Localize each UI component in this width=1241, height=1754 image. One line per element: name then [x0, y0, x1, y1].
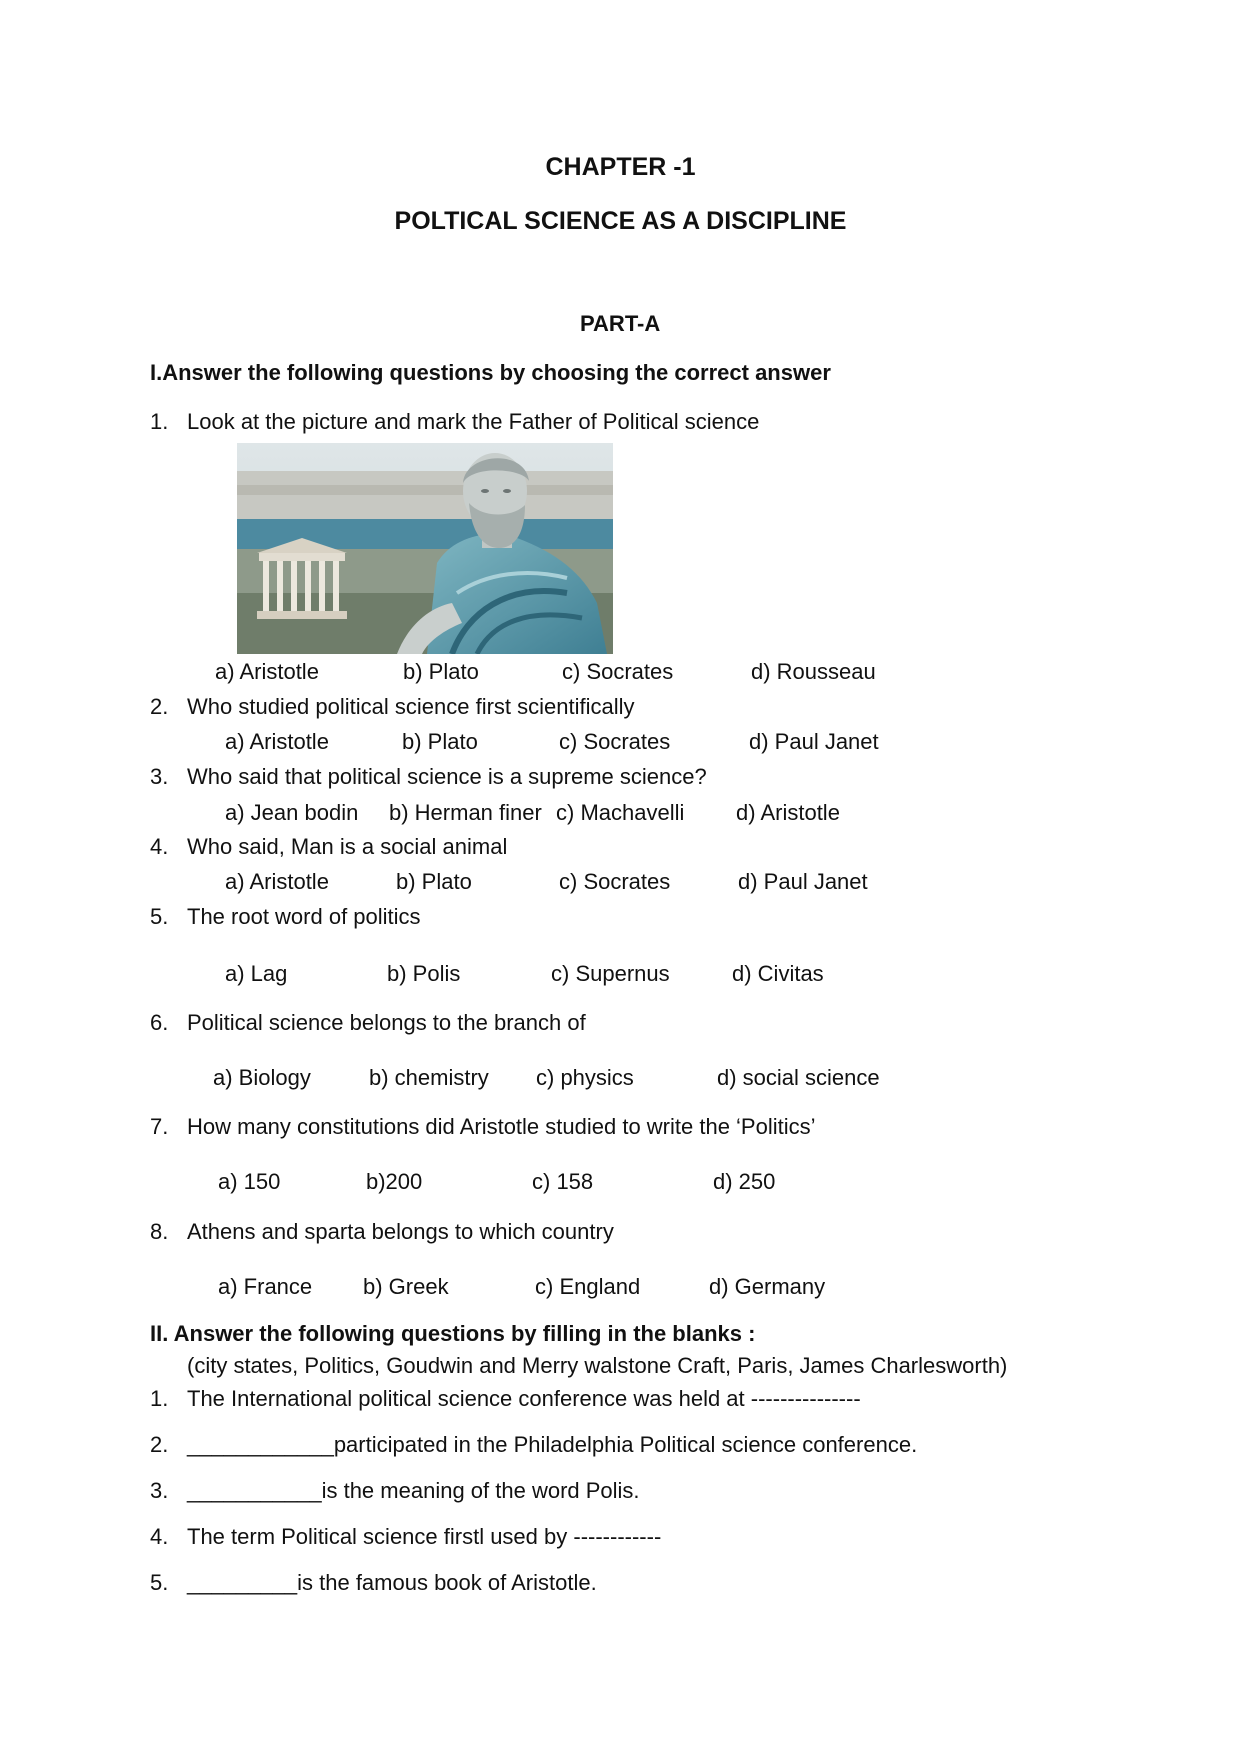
chapter-title: CHAPTER -1	[545, 153, 696, 181]
question-text: Athens and sparta belongs to which country	[187, 1219, 614, 1244]
option-a: a) Jean bodin	[225, 800, 359, 825]
fill-blank-question: The International political science conference was held at ---------------	[187, 1386, 861, 1411]
chapter-subtitle: POLTICAL SCIENCE AS A DISCIPLINE	[394, 207, 847, 235]
question-number: 6.	[150, 1010, 169, 1035]
option-b: b) Plato	[396, 869, 472, 894]
option-d: d) Paul Janet	[738, 869, 868, 894]
question-number: 8.	[150, 1219, 169, 1244]
option-d: d) Civitas	[732, 961, 824, 986]
aristotle-statue-image	[237, 443, 613, 654]
question-text: Who said, Man is a social animal	[187, 834, 508, 859]
fill-blank-question: ___________is the meaning of the word Polis.	[187, 1478, 640, 1503]
option-c: c) Machavelli	[556, 800, 685, 825]
option-c: c) Socrates	[562, 659, 674, 684]
option-a: a) Aristotle	[225, 869, 329, 894]
option-c: c) Socrates	[559, 729, 671, 754]
question-text: Who said that political science is a supreme science?	[187, 764, 707, 789]
option-b: b) chemistry	[369, 1065, 489, 1090]
option-c: c) Supernus	[551, 961, 670, 986]
option-a: a) Biology	[213, 1065, 311, 1090]
question-number: 2.	[150, 694, 169, 719]
question-number: 4.	[150, 1524, 169, 1549]
question-text: Who studied political science first scientifically	[187, 694, 635, 719]
option-d: d) Paul Janet	[749, 729, 879, 754]
question-number: 5.	[150, 904, 169, 929]
question-text: Political science belongs to the branch of	[187, 1010, 586, 1035]
question-text: How many constitutions did Aristotle studied to write the ‘Politics’	[187, 1114, 816, 1139]
option-b: b) Plato	[403, 659, 479, 684]
question-number: 4.	[150, 834, 169, 859]
question-number: 1.	[150, 1386, 169, 1411]
question-number: 2.	[150, 1432, 169, 1457]
option-a: a) France	[218, 1274, 313, 1299]
option-a: a) Aristotle	[215, 659, 319, 684]
word-bank: (city states, Politics, Goudwin and Merry walstone Craft, Paris, James Charlesworth)	[187, 1353, 1008, 1378]
option-d: d) social science	[717, 1065, 880, 1090]
option-b: b) Greek	[363, 1274, 449, 1299]
option-b: b) Herman finer	[389, 800, 542, 825]
section2-heading: II. Answer the following questions by filling in the blanks :	[150, 1321, 756, 1346]
question-text: Look at the picture and mark the Father of Political science	[187, 409, 760, 434]
option-d: d) 250	[713, 1169, 776, 1194]
option-d: d) Rousseau	[751, 659, 876, 684]
option-a: a) Lag	[225, 961, 288, 986]
option-a: a) Aristotle	[225, 729, 329, 754]
option-d: d) Germany	[709, 1274, 826, 1299]
option-c: c) Socrates	[559, 869, 671, 894]
fill-blank-question: _________is the famous book of Aristotle.	[187, 1570, 597, 1595]
question-number: 5.	[150, 1570, 169, 1595]
option-b: b)200	[366, 1169, 423, 1194]
option-b: b) Plato	[402, 729, 478, 754]
option-a: a) 150	[218, 1169, 281, 1194]
option-b: b) Polis	[387, 961, 461, 986]
question-text: The root word of politics	[187, 904, 421, 929]
fill-blank-question: ____________participated in the Philadelphia Political science conference.	[187, 1432, 918, 1457]
part-label: PART-A	[580, 311, 661, 336]
section1-heading: I.Answer the following questions by choosing the correct answer	[150, 360, 831, 385]
option-c: c) 158	[532, 1169, 594, 1194]
question-number: 3.	[150, 764, 169, 789]
fill-blank-question: The term Political science firstl used by ------------	[187, 1524, 662, 1549]
question-number: 7.	[150, 1114, 169, 1139]
option-d: d) Aristotle	[736, 800, 840, 825]
option-c: c) England	[535, 1274, 641, 1299]
question-number: 3.	[150, 1478, 169, 1503]
question-number: 1.	[150, 409, 169, 434]
option-c: c) physics	[536, 1065, 634, 1090]
